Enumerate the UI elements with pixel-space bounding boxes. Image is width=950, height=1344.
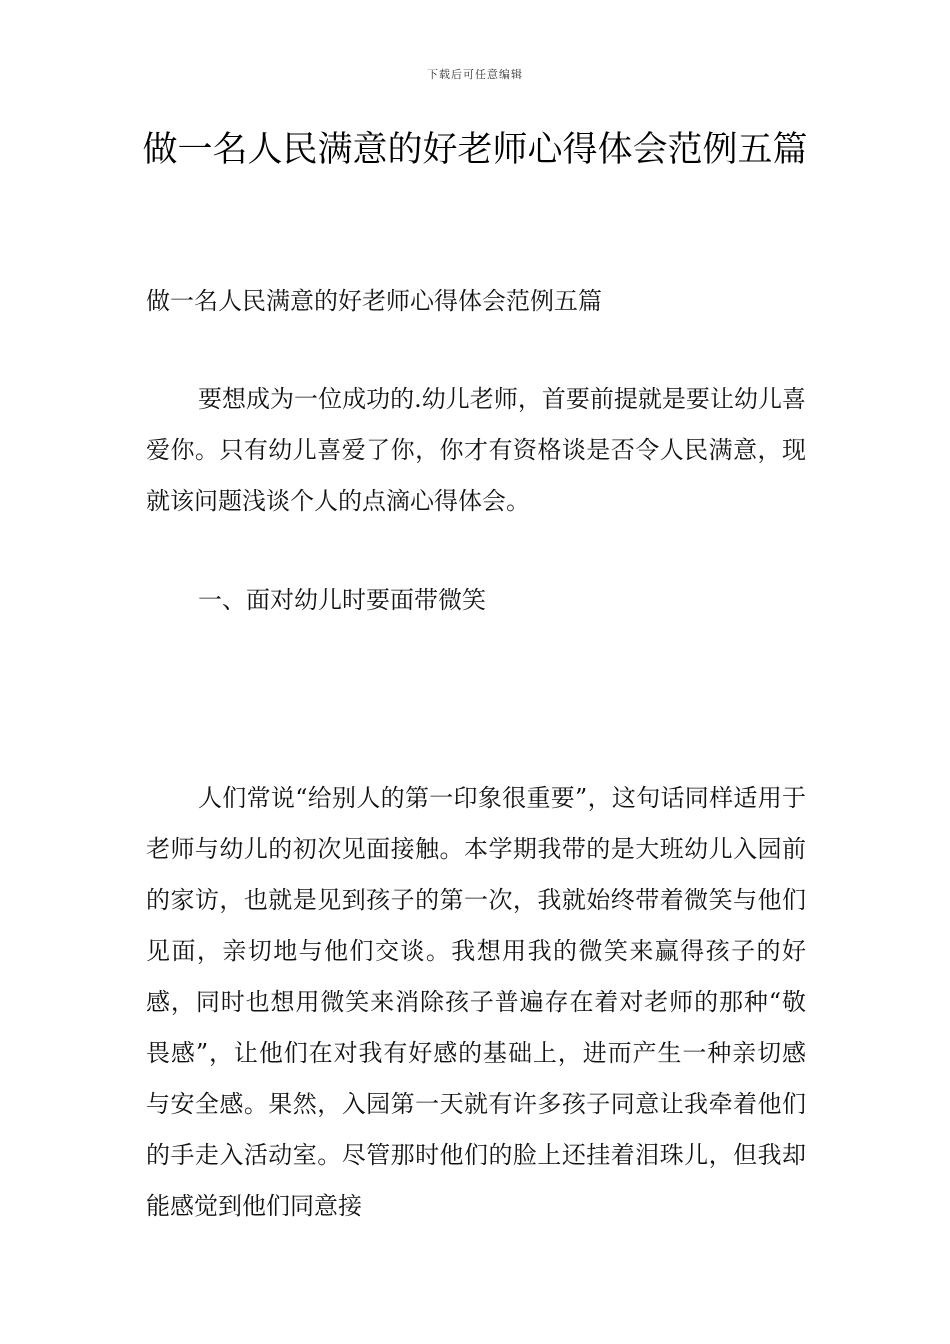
intro-paragraph: 要想成为一位成功的.幼儿老师，首要前提就是要让幼儿喜爱你。只有幼儿喜爱了你，你才有资格谈是否令人民满意，现就该问题浅谈个人的点滴心得体会。 (146, 385, 806, 515)
section-heading: 一、面对幼儿时要面带微笑 (198, 586, 486, 614)
body-paragraph: 人们常说“给别人的第一印象很重要”，这句话同样适用于老师与幼儿的初次见面接触。本学期我带的是大班幼儿入园前的家访，也就是见到孩子的第一次，我就始终带着微笑与他们见面，亲切地与他们交谈。我想用我的微笑来赢得孩子的好感，同时也想用微笑来消除孩子普遍存在着对老师的那种“敬畏感”，让他们在对我有好感的基础上，进而产生一种亲切感与安全感。果然，入园第一天就有许多孩子同意让我牵着他们的手走入活动室。尽管那时他们的脸上还挂着泪珠儿，但我却能感觉到他们同意接 (146, 784, 806, 1220)
header-note: 下载后可任意编辑 (427, 68, 523, 81)
document-subtitle: 做一名人民满意的好老师心得体会范例五篇 (146, 287, 602, 315)
document-title: 做一名人民满意的好老师心得体会范例五篇 (142, 130, 808, 170)
